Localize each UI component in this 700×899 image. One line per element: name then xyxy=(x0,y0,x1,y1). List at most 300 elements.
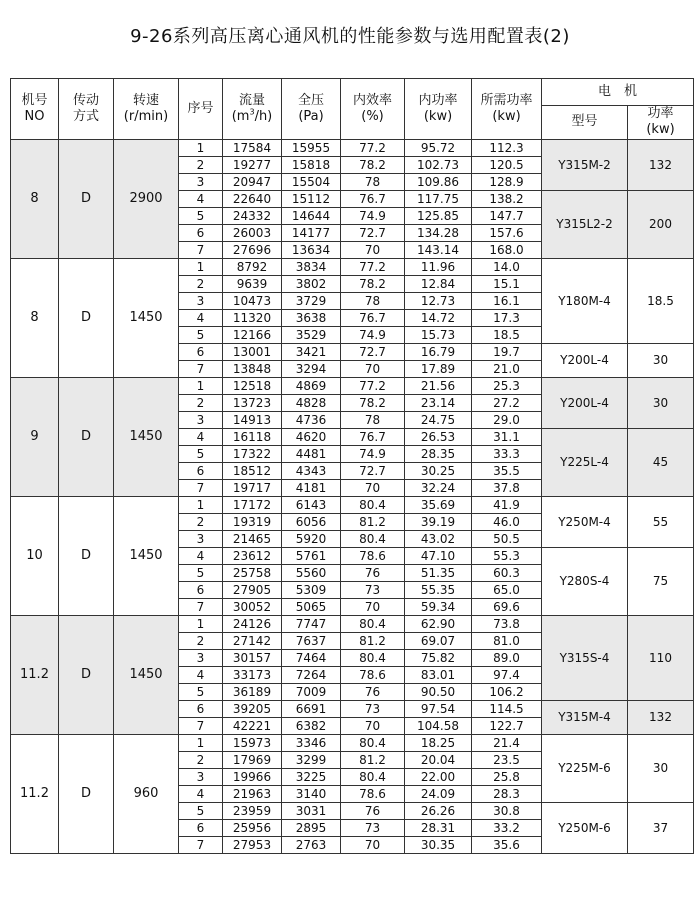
cell-internal-power: 15.73 xyxy=(405,326,472,343)
cell-pressure: 4343 xyxy=(282,462,341,479)
cell-flow: 26003 xyxy=(223,224,282,241)
table-row xyxy=(11,377,694,394)
cell-required-power: 147.7 xyxy=(472,207,542,224)
cell-seq: 4 xyxy=(179,785,223,802)
cell-internal-power: 23.14 xyxy=(405,394,472,411)
cell-required-power: 81.0 xyxy=(472,632,542,649)
cell-seq: 6 xyxy=(179,224,223,241)
cell-required-power: 19.7 xyxy=(472,343,542,360)
cell-motor-model: Y180M-4 xyxy=(542,258,628,343)
cell-speed: 1450 xyxy=(114,377,179,496)
cell-internal-efficiency: 70 xyxy=(341,241,405,258)
cell-internal-power: 32.24 xyxy=(405,479,472,496)
cell-pressure: 4620 xyxy=(282,428,341,445)
cell-internal-power: 24.09 xyxy=(405,785,472,802)
cell-seq: 4 xyxy=(179,309,223,326)
cell-required-power: 27.2 xyxy=(472,394,542,411)
cell-machine-no: 8 xyxy=(11,139,59,258)
cell-seq: 1 xyxy=(179,139,223,156)
cell-flow: 21963 xyxy=(223,785,282,802)
cell-seq: 6 xyxy=(179,581,223,598)
cell-internal-efficiency: 80.4 xyxy=(341,734,405,751)
cell-seq: 3 xyxy=(179,530,223,547)
cell-flow: 13848 xyxy=(223,360,282,377)
cell-seq: 1 xyxy=(179,734,223,751)
cell-pressure: 7464 xyxy=(282,649,341,666)
cell-drive: D xyxy=(59,258,114,377)
cell-motor-model: Y250M-4 xyxy=(542,496,628,547)
cell-motor-power: 45 xyxy=(628,428,694,496)
cell-seq: 2 xyxy=(179,513,223,530)
cell-required-power: 65.0 xyxy=(472,581,542,598)
cell-internal-efficiency: 76.7 xyxy=(341,428,405,445)
cell-internal-power: 17.89 xyxy=(405,360,472,377)
cell-internal-power: 26.53 xyxy=(405,428,472,445)
cell-flow: 39205 xyxy=(223,700,282,717)
cell-seq: 3 xyxy=(179,768,223,785)
cell-seq: 5 xyxy=(179,564,223,581)
cell-pressure: 3346 xyxy=(282,734,341,751)
cell-internal-power: 134.28 xyxy=(405,224,472,241)
cell-seq: 6 xyxy=(179,819,223,836)
cell-flow: 24126 xyxy=(223,615,282,632)
cell-motor-power: 30 xyxy=(628,377,694,428)
cell-internal-power: 143.14 xyxy=(405,241,472,258)
cell-pressure: 3421 xyxy=(282,343,341,360)
cell-internal-power: 83.01 xyxy=(405,666,472,683)
cell-pressure: 14644 xyxy=(282,207,341,224)
cell-required-power: 122.7 xyxy=(472,717,542,734)
cell-motor-model: Y315L2-2 xyxy=(542,190,628,258)
cell-internal-power: 59.34 xyxy=(405,598,472,615)
cell-seq: 4 xyxy=(179,190,223,207)
cell-internal-power: 75.82 xyxy=(405,649,472,666)
cell-speed: 2900 xyxy=(114,139,179,258)
cell-internal-efficiency: 81.2 xyxy=(341,751,405,768)
cell-flow: 30157 xyxy=(223,649,282,666)
cell-seq: 7 xyxy=(179,717,223,734)
cell-required-power: 120.5 xyxy=(472,156,542,173)
cell-flow: 27905 xyxy=(223,581,282,598)
cell-flow: 20947 xyxy=(223,173,282,190)
table-row xyxy=(11,139,694,156)
cell-flow: 12518 xyxy=(223,377,282,394)
cell-pressure: 3834 xyxy=(282,258,341,275)
header-speed: 转速 (r/min) xyxy=(114,79,179,140)
cell-seq: 2 xyxy=(179,632,223,649)
cell-machine-no: 11.2 xyxy=(11,734,59,853)
cell-flow: 17969 xyxy=(223,751,282,768)
cell-speed: 1450 xyxy=(114,496,179,615)
cell-required-power: 157.6 xyxy=(472,224,542,241)
cell-internal-efficiency: 80.4 xyxy=(341,649,405,666)
cell-pressure: 3225 xyxy=(282,768,341,785)
cell-seq: 4 xyxy=(179,666,223,683)
cell-internal-efficiency: 77.2 xyxy=(341,139,405,156)
cell-pressure: 5065 xyxy=(282,598,341,615)
cell-flow: 13723 xyxy=(223,394,282,411)
cell-required-power: 55.3 xyxy=(472,547,542,564)
header-required-power: 所需功率 (kw) xyxy=(472,79,542,140)
table-body xyxy=(11,139,694,853)
cell-required-power: 69.6 xyxy=(472,598,542,615)
cell-required-power: 97.4 xyxy=(472,666,542,683)
cell-required-power: 23.5 xyxy=(472,751,542,768)
cell-internal-efficiency: 76 xyxy=(341,564,405,581)
cell-flow: 8792 xyxy=(223,258,282,275)
cell-flow: 22640 xyxy=(223,190,282,207)
cell-pressure: 6056 xyxy=(282,513,341,530)
cell-motor-model: Y200L-4 xyxy=(542,377,628,428)
cell-seq: 6 xyxy=(179,462,223,479)
cell-seq: 7 xyxy=(179,836,223,853)
cell-flow: 33173 xyxy=(223,666,282,683)
cell-flow: 27953 xyxy=(223,836,282,853)
cell-internal-efficiency: 78.2 xyxy=(341,394,405,411)
cell-seq: 5 xyxy=(179,445,223,462)
cell-flow: 17322 xyxy=(223,445,282,462)
cell-flow: 42221 xyxy=(223,717,282,734)
cell-required-power: 46.0 xyxy=(472,513,542,530)
cell-pressure: 15504 xyxy=(282,173,341,190)
cell-internal-power: 14.72 xyxy=(405,309,472,326)
cell-pressure: 14177 xyxy=(282,224,341,241)
cell-pressure: 6143 xyxy=(282,496,341,513)
header-drive: 传动 方式 xyxy=(59,79,114,140)
cell-required-power: 25.8 xyxy=(472,768,542,785)
cell-internal-efficiency: 76 xyxy=(341,802,405,819)
cell-flow: 11320 xyxy=(223,309,282,326)
cell-motor-power: 30 xyxy=(628,343,694,377)
cell-pressure: 2895 xyxy=(282,819,341,836)
cell-internal-efficiency: 70 xyxy=(341,598,405,615)
cell-internal-power: 16.79 xyxy=(405,343,472,360)
cell-machine-no: 11.2 xyxy=(11,615,59,734)
cell-internal-power: 39.19 xyxy=(405,513,472,530)
cell-required-power: 29.0 xyxy=(472,411,542,428)
cell-drive: D xyxy=(59,615,114,734)
cell-internal-efficiency: 74.9 xyxy=(341,207,405,224)
header-pressure: 全压 (Pa) xyxy=(282,79,341,140)
cell-required-power: 18.5 xyxy=(472,326,542,343)
cell-motor-power: 37 xyxy=(628,802,694,853)
cell-pressure: 5560 xyxy=(282,564,341,581)
cell-motor-power: 30 xyxy=(628,734,694,802)
cell-internal-efficiency: 78 xyxy=(341,292,405,309)
header-machine-no: 机号 NO xyxy=(11,79,59,140)
cell-seq: 2 xyxy=(179,156,223,173)
cell-internal-power: 51.35 xyxy=(405,564,472,581)
cell-flow: 19319 xyxy=(223,513,282,530)
cell-internal-efficiency: 72.7 xyxy=(341,343,405,360)
cell-seq: 7 xyxy=(179,479,223,496)
cell-internal-power: 22.00 xyxy=(405,768,472,785)
cell-flow: 14913 xyxy=(223,411,282,428)
cell-seq: 3 xyxy=(179,173,223,190)
cell-drive: D xyxy=(59,139,114,258)
cell-flow: 21465 xyxy=(223,530,282,547)
cell-internal-efficiency: 73 xyxy=(341,819,405,836)
cell-internal-efficiency: 80.4 xyxy=(341,768,405,785)
cell-internal-power: 24.75 xyxy=(405,411,472,428)
cell-internal-efficiency: 73 xyxy=(341,581,405,598)
cell-internal-power: 62.90 xyxy=(405,615,472,632)
cell-pressure: 15112 xyxy=(282,190,341,207)
cell-seq: 7 xyxy=(179,598,223,615)
cell-required-power: 30.8 xyxy=(472,802,542,819)
header-flow: 流量 $(m^3/h)$ xyxy=(223,79,282,140)
cell-flow: 19966 xyxy=(223,768,282,785)
header-internal-efficiency: 内效率 (%) xyxy=(341,79,405,140)
cell-required-power: 128.9 xyxy=(472,173,542,190)
cell-seq: 7 xyxy=(179,241,223,258)
cell-motor-model: Y280S-4 xyxy=(542,547,628,615)
cell-required-power: 15.1 xyxy=(472,275,542,292)
cell-pressure: 5761 xyxy=(282,547,341,564)
cell-motor-power: 132 xyxy=(628,700,694,734)
cell-internal-efficiency: 74.9 xyxy=(341,445,405,462)
cell-internal-power: 12.84 xyxy=(405,275,472,292)
cell-speed: 1450 xyxy=(114,258,179,377)
cell-internal-efficiency: 78.2 xyxy=(341,275,405,292)
cell-internal-efficiency: 72.7 xyxy=(341,224,405,241)
cell-flow: 36189 xyxy=(223,683,282,700)
cell-flow: 10473 xyxy=(223,292,282,309)
cell-internal-efficiency: 78.6 xyxy=(341,785,405,802)
cell-internal-power: 21.56 xyxy=(405,377,472,394)
cell-required-power: 17.3 xyxy=(472,309,542,326)
cell-flow: 12166 xyxy=(223,326,282,343)
cell-motor-power: 18.5 xyxy=(628,258,694,343)
cell-internal-power: 18.25 xyxy=(405,734,472,751)
cell-motor-model: Y315M-4 xyxy=(542,700,628,734)
cell-internal-efficiency: 70 xyxy=(341,836,405,853)
cell-motor-power: 200 xyxy=(628,190,694,258)
cell-pressure: 2763 xyxy=(282,836,341,853)
cell-seq: 7 xyxy=(179,360,223,377)
cell-internal-power: 102.73 xyxy=(405,156,472,173)
cell-motor-model: Y200L-4 xyxy=(542,343,628,377)
cell-internal-power: 43.02 xyxy=(405,530,472,547)
cell-pressure: 3638 xyxy=(282,309,341,326)
cell-internal-power: 20.04 xyxy=(405,751,472,768)
cell-required-power: 25.3 xyxy=(472,377,542,394)
cell-pressure: 15955 xyxy=(282,139,341,156)
cell-pressure: 3031 xyxy=(282,802,341,819)
cell-seq: 1 xyxy=(179,377,223,394)
cell-internal-efficiency: 70 xyxy=(341,479,405,496)
cell-seq: 5 xyxy=(179,802,223,819)
cell-motor-model: Y315M-2 xyxy=(542,139,628,190)
cell-internal-power: 12.73 xyxy=(405,292,472,309)
cell-drive: D xyxy=(59,496,114,615)
header-motor: 电 机 xyxy=(542,79,694,106)
cell-pressure: 4181 xyxy=(282,479,341,496)
table-row xyxy=(11,258,694,275)
table-row xyxy=(11,615,694,632)
cell-flow: 25758 xyxy=(223,564,282,581)
cell-internal-efficiency: 78.6 xyxy=(341,547,405,564)
cell-internal-efficiency: 76.7 xyxy=(341,190,405,207)
cell-flow: 18512 xyxy=(223,462,282,479)
cell-flow: 23612 xyxy=(223,547,282,564)
cell-motor-model: Y250M-6 xyxy=(542,802,628,853)
cell-seq: 5 xyxy=(179,326,223,343)
cell-pressure: 3529 xyxy=(282,326,341,343)
cell-flow: 17584 xyxy=(223,139,282,156)
cell-pressure: 4828 xyxy=(282,394,341,411)
cell-pressure: 3140 xyxy=(282,785,341,802)
cell-flow: 19717 xyxy=(223,479,282,496)
cell-internal-power: 69.07 xyxy=(405,632,472,649)
cell-required-power: 41.9 xyxy=(472,496,542,513)
cell-internal-power: 28.31 xyxy=(405,819,472,836)
cell-required-power: 21.4 xyxy=(472,734,542,751)
cell-seq: 1 xyxy=(179,258,223,275)
cell-pressure: 4481 xyxy=(282,445,341,462)
cell-required-power: 73.8 xyxy=(472,615,542,632)
cell-required-power: 33.2 xyxy=(472,819,542,836)
cell-pressure: 6691 xyxy=(282,700,341,717)
cell-internal-efficiency: 76.7 xyxy=(341,309,405,326)
table-row xyxy=(11,496,694,513)
cell-flow: 25956 xyxy=(223,819,282,836)
cell-internal-efficiency: 70 xyxy=(341,360,405,377)
cell-flow: 27696 xyxy=(223,241,282,258)
table-row xyxy=(11,734,694,751)
cell-required-power: 168.0 xyxy=(472,241,542,258)
cell-pressure: 7009 xyxy=(282,683,341,700)
cell-seq: 6 xyxy=(179,343,223,360)
cell-required-power: 28.3 xyxy=(472,785,542,802)
cell-speed: 1450 xyxy=(114,615,179,734)
cell-internal-power: 104.58 xyxy=(405,717,472,734)
cell-machine-no: 9 xyxy=(11,377,59,496)
cell-required-power: 112.3 xyxy=(472,139,542,156)
cell-pressure: 13634 xyxy=(282,241,341,258)
cell-motor-model: Y225L-4 xyxy=(542,428,628,496)
cell-flow: 19277 xyxy=(223,156,282,173)
page-title: 9-26系列高压离心通风机的性能参数与选用配置表(2) xyxy=(130,26,570,47)
cell-internal-power: 109.86 xyxy=(405,173,472,190)
cell-drive: D xyxy=(59,377,114,496)
cell-flow: 27142 xyxy=(223,632,282,649)
header-seq: 序号 xyxy=(179,79,223,140)
cell-internal-power: 35.69 xyxy=(405,496,472,513)
cell-pressure: 3729 xyxy=(282,292,341,309)
cell-internal-efficiency: 81.2 xyxy=(341,632,405,649)
cell-pressure: 4869 xyxy=(282,377,341,394)
cell-flow: 13001 xyxy=(223,343,282,360)
cell-internal-efficiency: 77.2 xyxy=(341,258,405,275)
cell-motor-power: 55 xyxy=(628,496,694,547)
cell-required-power: 37.8 xyxy=(472,479,542,496)
cell-required-power: 60.3 xyxy=(472,564,542,581)
cell-internal-power: 26.26 xyxy=(405,802,472,819)
cell-flow: 15973 xyxy=(223,734,282,751)
cell-machine-no: 8 xyxy=(11,258,59,377)
cell-flow: 30052 xyxy=(223,598,282,615)
cell-internal-power: 125.85 xyxy=(405,207,472,224)
cell-required-power: 138.2 xyxy=(472,190,542,207)
cell-motor-model: Y315S-4 xyxy=(542,615,628,700)
cell-required-power: 35.6 xyxy=(472,836,542,853)
cell-pressure: 7264 xyxy=(282,666,341,683)
cell-motor-power: 75 xyxy=(628,547,694,615)
cell-required-power: 106.2 xyxy=(472,683,542,700)
cell-required-power: 89.0 xyxy=(472,649,542,666)
cell-motor-power: 110 xyxy=(628,615,694,700)
cell-internal-efficiency: 77.2 xyxy=(341,377,405,394)
cell-internal-efficiency: 78.6 xyxy=(341,666,405,683)
cell-internal-efficiency: 74.9 xyxy=(341,326,405,343)
cell-internal-efficiency: 80.4 xyxy=(341,530,405,547)
cell-flow: 16118 xyxy=(223,428,282,445)
cell-required-power: 14.0 xyxy=(472,258,542,275)
header-motor-power: 功率 (kw) xyxy=(628,106,694,140)
cell-seq: 5 xyxy=(179,207,223,224)
cell-internal-efficiency: 78 xyxy=(341,173,405,190)
cell-required-power: 21.0 xyxy=(472,360,542,377)
cell-internal-power: 97.54 xyxy=(405,700,472,717)
cell-pressure: 3294 xyxy=(282,360,341,377)
cell-internal-power: 28.35 xyxy=(405,445,472,462)
cell-internal-power: 117.75 xyxy=(405,190,472,207)
cell-pressure: 7747 xyxy=(282,615,341,632)
cell-pressure: 4736 xyxy=(282,411,341,428)
cell-internal-power: 11.96 xyxy=(405,258,472,275)
cell-required-power: 35.5 xyxy=(472,462,542,479)
cell-seq: 5 xyxy=(179,683,223,700)
cell-internal-efficiency: 80.4 xyxy=(341,615,405,632)
cell-internal-efficiency: 78.2 xyxy=(341,156,405,173)
cell-pressure: 5309 xyxy=(282,581,341,598)
cell-pressure: 3299 xyxy=(282,751,341,768)
cell-internal-efficiency: 70 xyxy=(341,717,405,734)
cell-internal-efficiency: 81.2 xyxy=(341,513,405,530)
cell-seq: 2 xyxy=(179,751,223,768)
cell-internal-efficiency: 72.7 xyxy=(341,462,405,479)
cell-required-power: 114.5 xyxy=(472,700,542,717)
cell-internal-power: 30.25 xyxy=(405,462,472,479)
cell-internal-power: 30.35 xyxy=(405,836,472,853)
cell-pressure: 15818 xyxy=(282,156,341,173)
cell-motor-power: 132 xyxy=(628,139,694,190)
cell-flow: 17172 xyxy=(223,496,282,513)
cell-pressure: 7637 xyxy=(282,632,341,649)
cell-pressure: 5920 xyxy=(282,530,341,547)
cell-seq: 2 xyxy=(179,275,223,292)
cell-required-power: 16.1 xyxy=(472,292,542,309)
cell-internal-efficiency: 76 xyxy=(341,683,405,700)
cell-internal-efficiency: 73 xyxy=(341,700,405,717)
cell-seq: 3 xyxy=(179,292,223,309)
cell-pressure: 3802 xyxy=(282,275,341,292)
cell-machine-no: 10 xyxy=(11,496,59,615)
cell-speed: 960 xyxy=(114,734,179,853)
cell-seq: 3 xyxy=(179,649,223,666)
cell-internal-power: 55.35 xyxy=(405,581,472,598)
cell-internal-efficiency: 78 xyxy=(341,411,405,428)
cell-internal-power: 90.50 xyxy=(405,683,472,700)
cell-internal-power: 95.72 xyxy=(405,139,472,156)
cell-flow: 23959 xyxy=(223,802,282,819)
header-motor-model: 型号 xyxy=(542,106,628,140)
cell-required-power: 31.1 xyxy=(472,428,542,445)
cell-required-power: 50.5 xyxy=(472,530,542,547)
cell-seq: 3 xyxy=(179,411,223,428)
cell-seq: 4 xyxy=(179,428,223,445)
